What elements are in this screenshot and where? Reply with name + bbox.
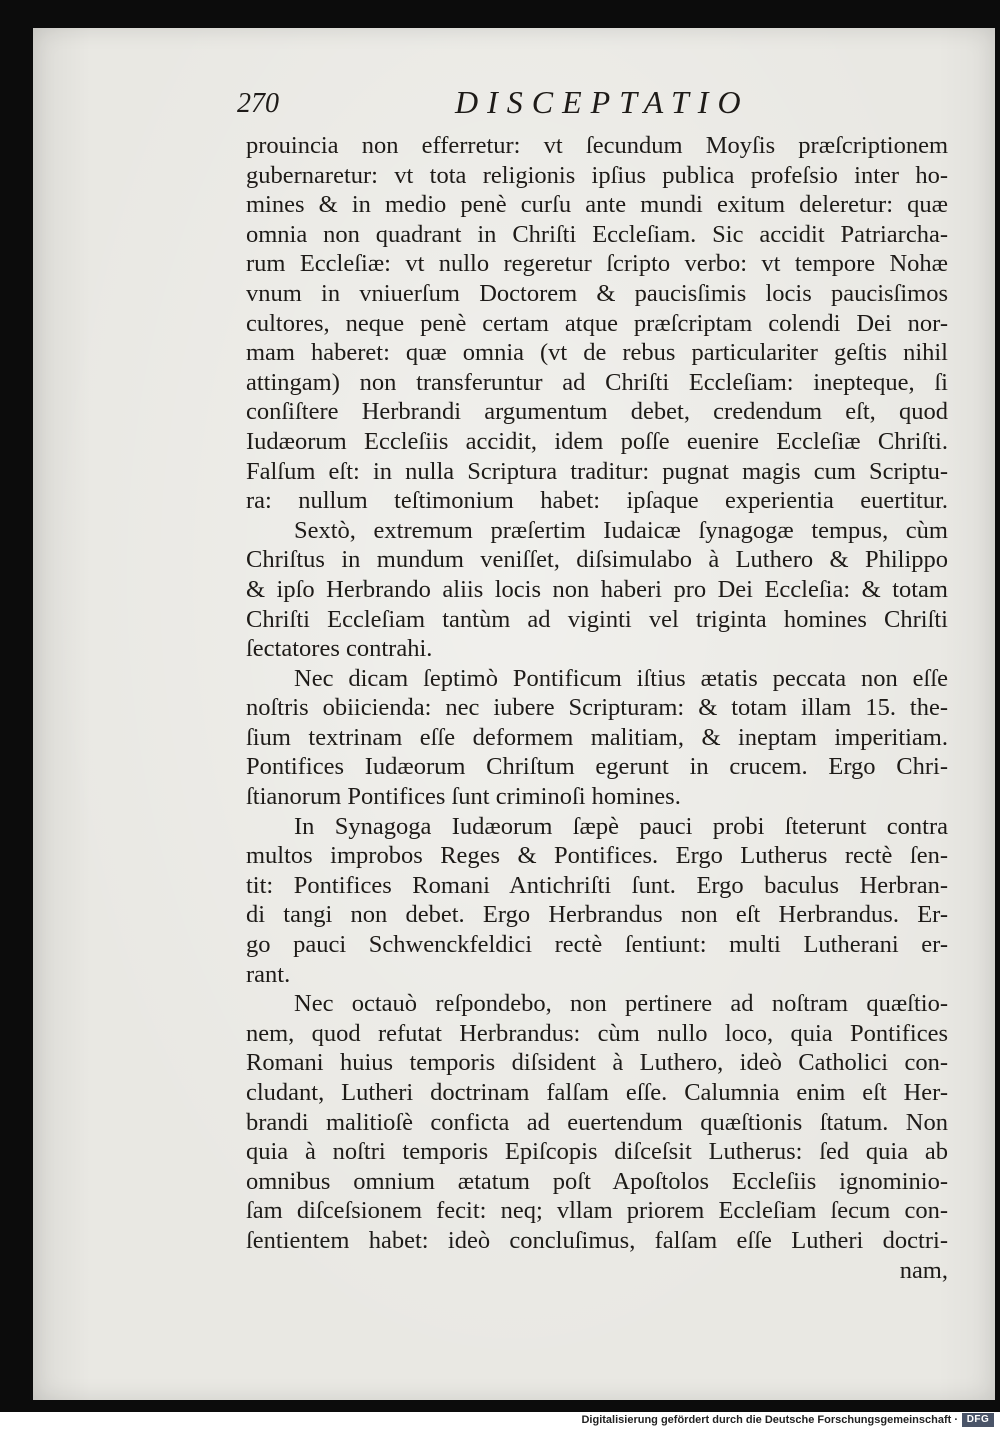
- text-line: conſiſtere Herbrandi argumentum debet, credendum eſt, quod: [246, 398, 948, 426]
- text-line: omnia non quadrant in Chriſti Eccleſiam. Sic accidit Patriarcha-: [246, 220, 948, 248]
- text-line: Falſum eſt: in nulla Scriptura traditur: pugnat magis cum Scriptu-: [246, 457, 948, 485]
- text-line: di tangi non debet. Ergo Herbrandus non eſt Herbrandus. Er-: [246, 901, 948, 929]
- text-line: gubernaretur: vt tota religionis ipſius publica profeſsio inter ho-: [246, 161, 948, 189]
- text-line: mam haberet: quæ omnia (vt de rebus particulariter geſtis nihil: [246, 339, 948, 367]
- catchword-line: nam,: [899, 1256, 948, 1284]
- text-line: Chriſti Eccleſiam tantùm ad viginti vel triginta homines Chriſti: [246, 605, 948, 633]
- text-line: ſium textrinam eſſe deformem malitiam, & ineptam imperitiam.: [246, 723, 948, 751]
- text-line: ſtianorum Pontifices ſunt criminoſi homines.: [246, 783, 681, 811]
- text-line: & ipſo Herbrando aliis locis non haberi pro Dei Eccleſia: & totam: [246, 575, 948, 603]
- text-line: Romani huius temporis diſsident à Luthero, ideò Catholici con-: [246, 1049, 948, 1077]
- text-line: vnum in vniuerſum Doctorem & paucisſimis locis paucisſimos: [246, 279, 948, 307]
- paragraph-start-line: Sextò, extremum præſertim Iudaicæ ſynagogæ tempus, cùm: [294, 516, 948, 544]
- text-line: brandi malitioſè conficta ad euertendum quæſtionis ſtatum. Non: [246, 1108, 948, 1136]
- text-line: quia à noſtri temporis Epiſcopis diſceſsit Lutherus: ſed quia ab: [246, 1138, 948, 1166]
- running-head: DISCEPTATIO: [455, 84, 750, 120]
- text-line: go pauci Schwenckfeldici rectè ſentiunt: multi Lutherani er-: [246, 931, 948, 959]
- text-line: cludant, Lutheri doctrinam falſam eſſe. Calumnia enim eſt Her-: [246, 1079, 948, 1106]
- text-line: Iudæorum Eccleſiis accidit, idem poſſe euenire Eccleſiæ Chriſti.: [246, 427, 948, 455]
- text-line: ſectatores contrahi.: [246, 635, 433, 663]
- text-line: cultores, neque penè certam atque præſcriptam colendi Dei nor-: [246, 309, 948, 337]
- text-line: multos improbos Reges & Pontifices. Ergo Lutherus rectè ſen-: [246, 842, 948, 870]
- text-line: ſam diſceſsionem fecit: neq; vllam priorem Eccleſiam ſecum con-: [246, 1197, 948, 1225]
- text-line: noſtris obiicienda: nec iubere Scripturam: & totam illam 15. the-: [246, 694, 948, 722]
- paragraph-start-line: Nec dicam ſeptimò Pontificum iſtius ætatis peccata non eſſe: [294, 664, 948, 692]
- paragraph-start-line: Nec octauò reſpondebo, non pertinere ad noſtram quæſtio-: [294, 990, 948, 1018]
- body-text: [246, 131, 948, 1285]
- footer-credit: Digitalisierung gefördert durch die Deutsche Forschungsgemeinschaft ·: [581, 1414, 958, 1426]
- paragraph-start-line: In Synagoga Iudæorum ſæpè pauci probi ſteterunt contra: [294, 812, 948, 840]
- text-line: prouincia non efferretur: vt ſecundum Moyſis præſcriptionem: [246, 132, 948, 159]
- dfg-logo: DFG: [962, 1413, 994, 1427]
- text-line: omnibus omnium ætatum poſt Apoſtolos Eccleſiis ignominio-: [246, 1167, 948, 1195]
- text-line: Chriſtus in mundum veniſſet, diſsimulabo à Luthero & Philippo: [246, 546, 948, 574]
- text-line: ſentientem habet: ideò concluſimus, falſam eſſe Lutheri doctri-: [246, 1226, 948, 1254]
- text-line: attingam) non transferuntur ad Chriſti Eccleſiam: inepteque, ſi: [246, 368, 948, 396]
- text-line: mines & in medio penè curſu ante mundi exitum deleretur: quæ: [246, 191, 948, 219]
- text-line: Pontifices Iudæorum Chriſtum egerunt in crucem. Ergo Chri-: [246, 753, 948, 781]
- text-line: rum Eccleſiæ: vt nullo regeretur ſcripto verbo: vt tempore Nohæ: [246, 250, 948, 278]
- text-line: ra: nullum teſtimonium habet: ipſaque experientia euertitur.: [246, 487, 948, 515]
- text-line: nem, quod refutat Herbrandus: cùm nullo loco, quia Pontifices: [246, 1019, 948, 1047]
- text-line: rant.: [246, 960, 291, 988]
- text-line: tit: Pontifices Romani Antichriſti ſunt. Ergo baculus Herbran-: [246, 871, 948, 899]
- page-number: 270: [237, 88, 279, 119]
